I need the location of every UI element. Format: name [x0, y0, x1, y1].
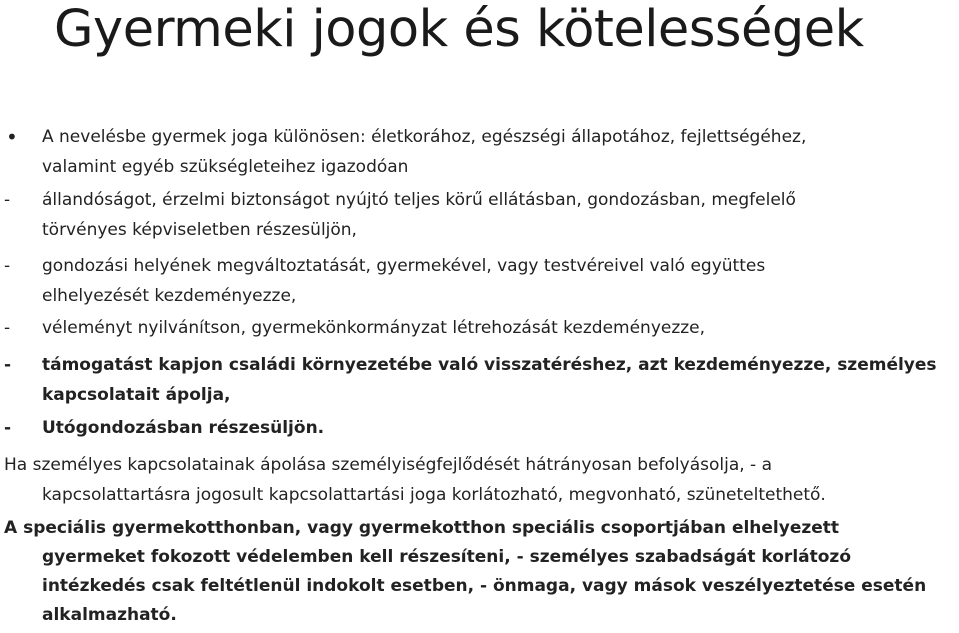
- list-item-text: [42, 350, 957, 410]
- text-line: támogatást kapjon családi környezetébe való visszatéréshez, azt kezdeményezze, személyes: [42, 355, 937, 375]
- slide-title: Gyermeki jogok és kötelességek: [54, 0, 864, 59]
- list-item-text: [42, 122, 957, 182]
- text-line: gyermeket fokozott védelemben kell részesíteni, - személyes szabadságát korlátozó: [42, 547, 851, 567]
- text-line: elhelyezését kezdeményezze,: [42, 286, 297, 306]
- text-line: alkalmazható.: [42, 605, 177, 625]
- list-item-text: [42, 413, 957, 443]
- text-line: A nevelésbe gyermek joga különösen: életkorához, egészségi állapotához, fejlettségéhez,: [42, 127, 807, 147]
- text-line: gondozási helyének megváltoztatását, gyermekével, vagy testvéreivel való együttes: [42, 256, 766, 276]
- text-line: Utógondozásban részesüljön.: [42, 418, 325, 438]
- text-line: valamint egyéb szükségleteihez igazodóan: [42, 157, 409, 177]
- text-line: kapcsolatait ápolja,: [42, 385, 231, 405]
- dash-marker: -: [4, 355, 12, 375]
- text-line: A speciális gyermekotthonban, vagy gyermekotthon speciális csoportjában elhelyezett: [4, 518, 840, 538]
- text-line: intézkedés csak feltétlenül indokolt esetben, - önmaga, vagy mások veszélyeztetése esetén: [42, 576, 927, 596]
- list-item-text: [42, 251, 957, 311]
- text-line: kapcsolattartásra jogosult kapcsolattartási joga korlátozható, megvonható, szüneteltethető.: [42, 485, 826, 505]
- text-line: véleményt nyilvánítson, gyermekönkormányzat létrehozását kezdeményezze,: [42, 318, 706, 338]
- dash-marker: -: [4, 318, 11, 338]
- text-line: Ha személyes kapcsolatainak ápolása személyiségfejlődését hátrányosan befolyásolja, - a: [4, 455, 773, 475]
- text-line: törvényes képviseletben részesüljön,: [42, 220, 357, 240]
- dash-marker: -: [4, 256, 11, 276]
- dash-marker: -: [4, 190, 11, 210]
- list-item-text: [42, 185, 957, 245]
- list-item-text: [42, 313, 957, 343]
- dash-marker: -: [4, 418, 12, 438]
- bullet-marker: •: [6, 125, 18, 149]
- text-line: állandóságot, érzelmi biztonságot nyújtó teljes körű ellátásban, gondozásban, megfelelő: [42, 190, 796, 210]
